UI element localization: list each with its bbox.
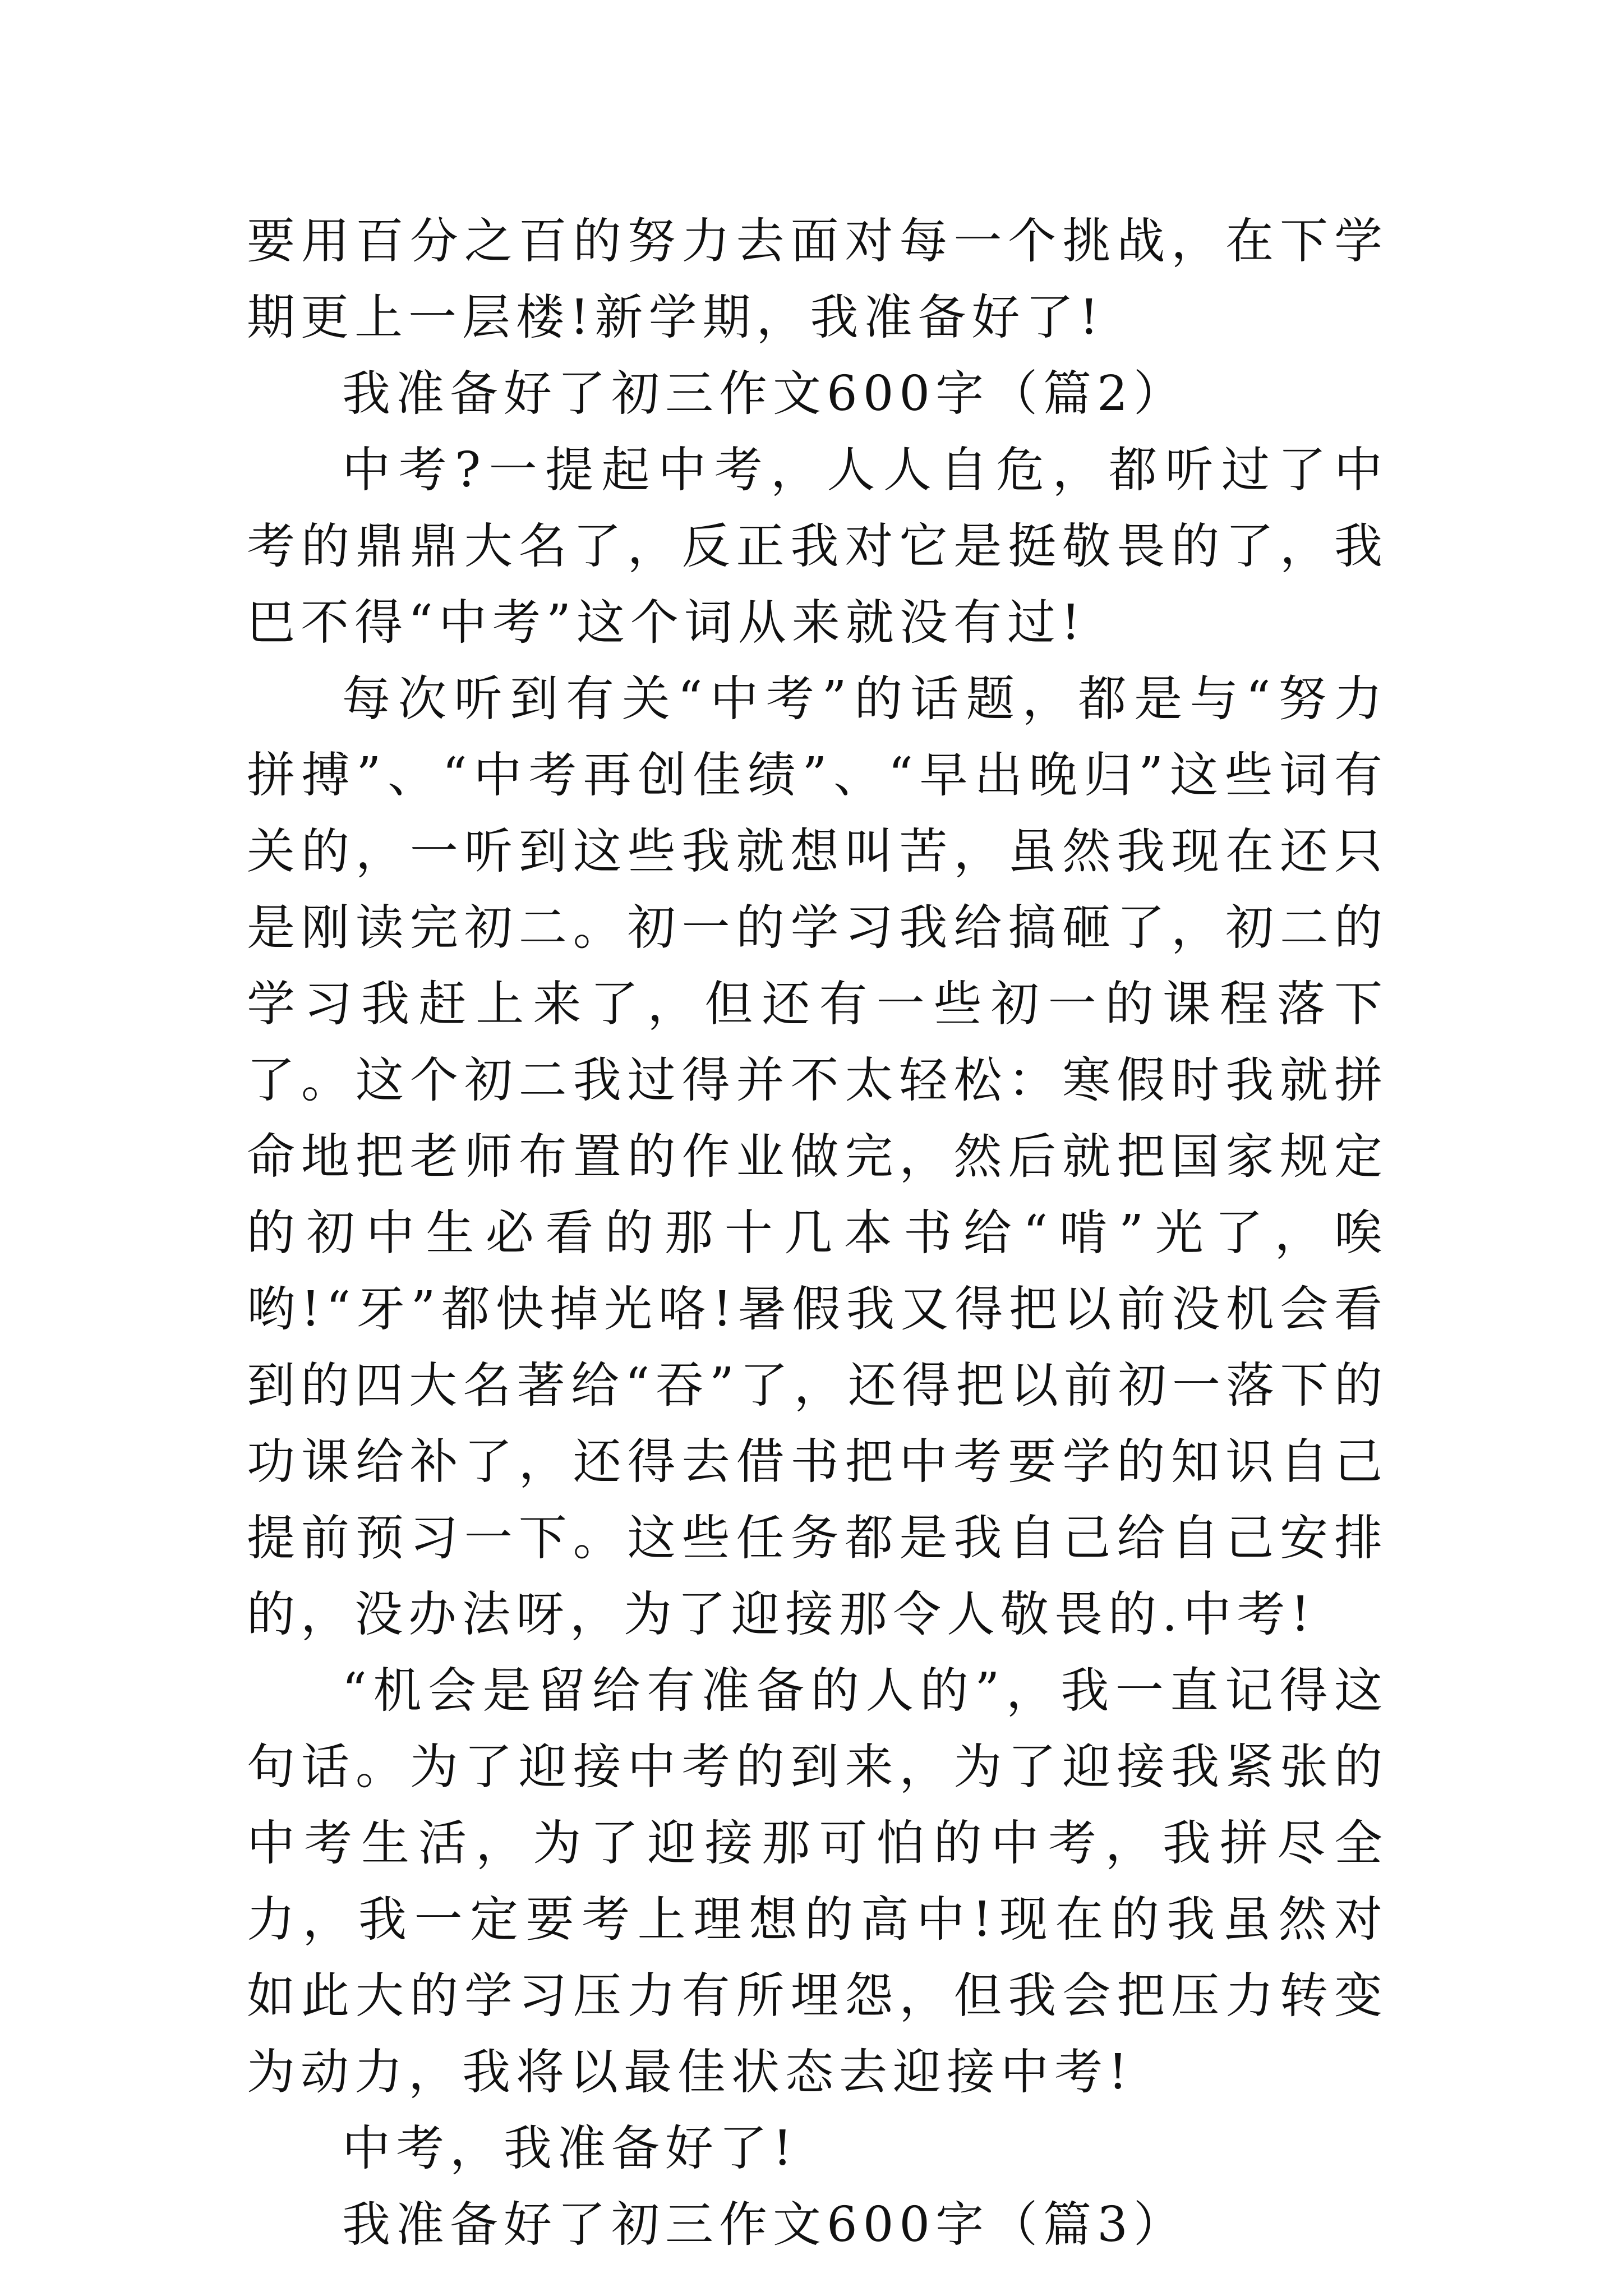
paragraph-2: 每次听到有关“中考”的话题，都是与“努力拼搏”、“中考再创佳绩”、“早出晚归”这些词有关的，一听到这些我就想叫苦，虽然我现在还只是刚读完初二。初一的学习我给搞砸了，初二的学习我赶上来了，但还有一些初一的课程落下了。这个初二我过得并不太轻松：寒假时我就拼命地把老师布置的作业做完，然后就把国家规定的初中生必看的那十几本书给“啃”光了，唉哟!“牙”都快掉光咯!暑假我又得把以前没机会看到的四大名著给“吞”了，还得把以前初一落下的功课给补了，还得去借书把中考要学的知识自己提前预习一下。这些任务都是我自己给自己安排的，没办法呀，为了迎接那令人敬畏的.中考! [247,671,1388,1642]
paragraph-1: 中考?一提起中考，人人自危，都听过了中考的鼎鼎大名了，反正我对它是挺敬畏的了，我巴不得“中考”这个词从来就没有过! [247,442,1388,651]
paragraph-3: “机会是留给有准备的人的”，我一直记得这句话。为了迎接中考的到来，为了迎接我紧张的中考生活，为了迎接那可怕的中考，我拼尽全力，我一定要考上理想的高中!现在的我虽然对如此大的学习压力有所埋怨，但我会把压力转变为动力，我将以最佳状态去迎接中考! [247,1663,1388,2100]
paragraph-4: 中考，我准备好了! [342,2120,798,2177]
essay-heading-part-3: 我准备好了初三作文600字（篇3） [342,2197,1187,2253]
document-body [247,203,1388,2263]
essay-heading-part-2: 我准备好了初三作文600字（篇2） [342,366,1187,422]
paragraph-continuation: 要用百分之百的努力去面对每一个挑战，在下学期更上一层楼!新学期，我准备好了! [247,213,1388,346]
